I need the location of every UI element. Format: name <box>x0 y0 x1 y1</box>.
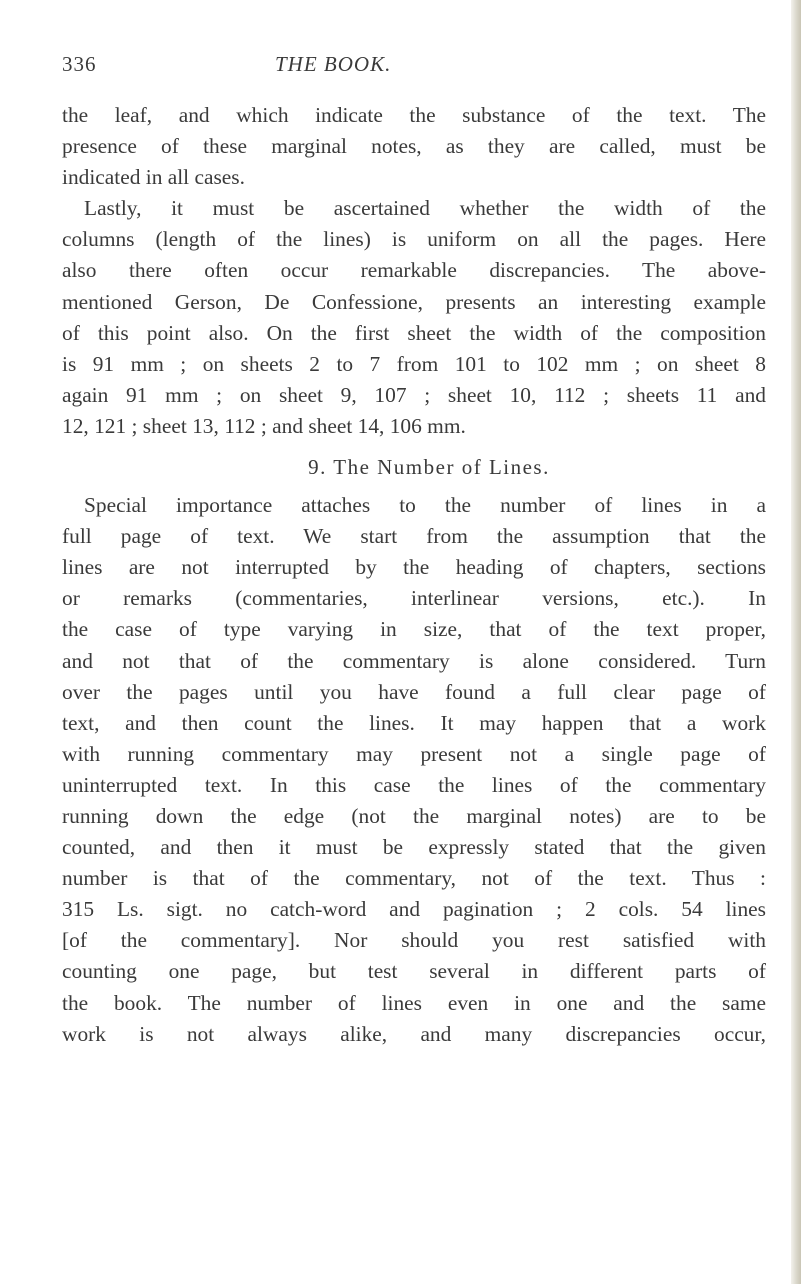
text-line: [of the commentary]. Nor should you rest satisfied with <box>62 928 766 953</box>
text-line: counting one page, but test several in different parts of <box>62 959 766 984</box>
text-line: or remarks (commentaries, interlinear versions, etc.). In <box>62 586 766 611</box>
text-line: the leaf, and which indicate the substance of the text. The <box>62 103 766 127</box>
text-line: work is not always alike, and many discrepancies occur, <box>62 1021 766 1046</box>
text-line: the case of type varying in size, that of the text proper, <box>62 617 766 642</box>
text-line: with running commentary may present not a single page of <box>62 741 766 766</box>
text-line: mentioned Gerson, De Confessione, presents an interesting example <box>62 289 766 314</box>
paragraph-3 <box>62 490 766 1050</box>
text-line: presence of these marginal notes, as they are called, must be <box>62 134 766 159</box>
text-line: text, and then count the lines. It may happen that a work <box>62 710 766 735</box>
text-line: uninterrupted text. In this case the lines of the commentary <box>62 772 766 797</box>
text-line: and not that of the commentary is alone considered. Turn <box>62 648 766 673</box>
text-line: running down the edge (not the marginal notes) are to be <box>62 803 766 828</box>
text-line: 12, 121 ; sheet 13, 112 ; and sheet 14, 106 mm. <box>62 413 466 438</box>
text-line: again 91 mm ; on sheet 9, 107 ; sheet 10, 112 ; sheets 11 and <box>62 382 766 407</box>
paragraph-2 <box>62 193 766 442</box>
body-text <box>62 100 766 1050</box>
text-line: Lastly, it must be ascertained whether the width of the <box>84 196 766 221</box>
text-line: counted, and then it must be expressly stated that the given <box>62 835 766 860</box>
text-line: of this point also. On the first sheet the width of the composition <box>62 320 766 345</box>
text-line: lines are not interrupted by the heading of chapters, sections <box>62 555 766 580</box>
section-heading: 9. The Number of Lines. <box>308 455 550 480</box>
text-line: Special importance attaches to the number of lines in a <box>84 493 766 518</box>
text-line: over the pages until you have found a full clear page of <box>62 679 766 704</box>
text-line: number is that of the commentary, not of the text. Thus : <box>62 866 766 891</box>
page-edge-shadow <box>791 0 801 1284</box>
text-line: 315 Ls. sigt. no catch-word and pagination ; 2 cols. 54 lines <box>62 897 766 922</box>
text-line: is 91 mm ; on sheets 2 to 7 from 101 to 102 mm ; on sheet 8 <box>62 351 766 376</box>
page-header <box>62 52 762 92</box>
text-line: indicated in all cases. <box>62 165 245 190</box>
paragraph-1 <box>62 100 766 193</box>
text-line: also there often occur remarkable discrepancies. The above- <box>62 258 766 283</box>
running-title: THE BOOK. <box>275 52 392 76</box>
page-number: 336 <box>62 52 97 76</box>
text-line: full page of text. We start from the assumption that the <box>62 524 766 549</box>
text-line: the book. The number of lines even in one and the same <box>62 990 766 1015</box>
text-line: columns (length of the lines) is uniform on all the pages. Here <box>62 227 766 252</box>
